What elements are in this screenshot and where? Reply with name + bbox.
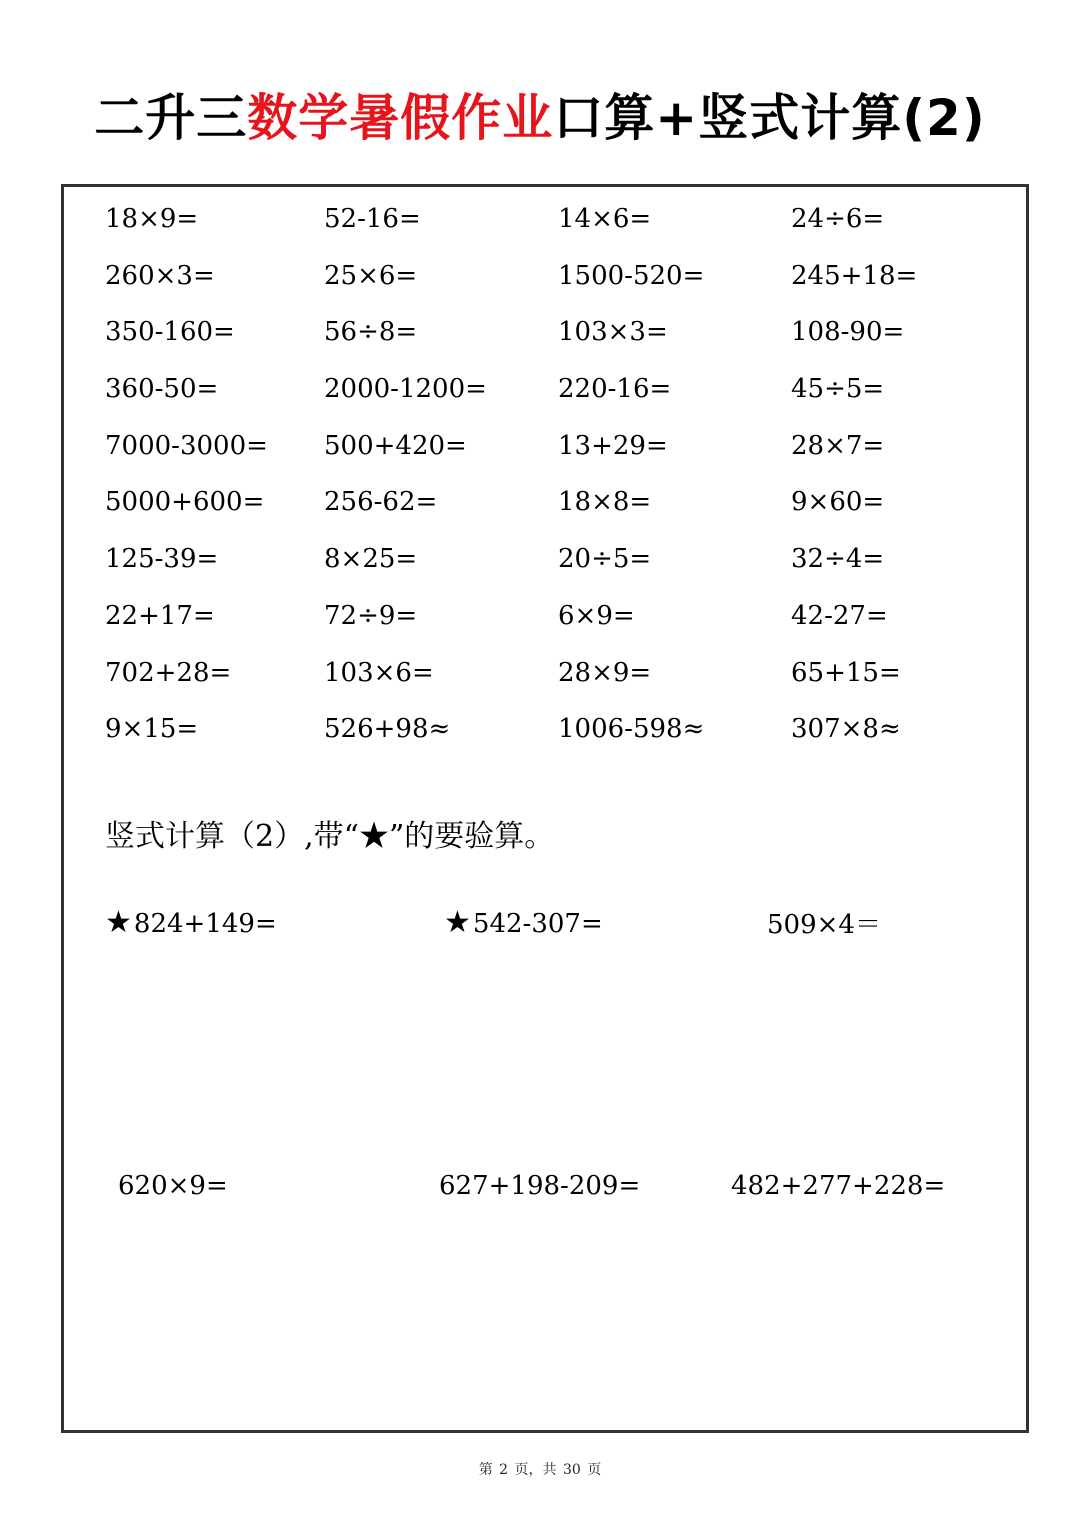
oral-row — [105, 258, 1005, 315]
oral-row — [105, 711, 1005, 768]
oral-row — [105, 428, 1005, 485]
oral-problem: 526+98≈ — [324, 714, 451, 745]
vertical-problem: 620×9= — [118, 1171, 228, 1201]
oral-problem: 18×8= — [558, 487, 652, 518]
oral-problem: 9×60= — [791, 487, 885, 518]
oral-problem: 14×6= — [558, 204, 652, 234]
oral-problem: 45÷5= — [791, 374, 885, 405]
oral-problem: 22+17= — [105, 600, 215, 631]
oral-problem: 307×8≈ — [791, 714, 901, 745]
oral-problem: 56÷8= — [324, 317, 418, 348]
oral-problem: 28×9= — [558, 657, 652, 688]
oral-problem: 500+420= — [324, 430, 467, 461]
star-icon: ★ — [105, 905, 132, 940]
oral-problem: 108-90= — [791, 317, 905, 348]
vertical-problem-starred — [105, 905, 277, 942]
page-title — [0, 86, 1080, 150]
oral-problem: 702+28= — [105, 657, 232, 688]
oral-row — [105, 201, 1005, 258]
title-topic: 口算+竖式计算(2) — [553, 89, 986, 147]
footer-suffix: 页 — [587, 1462, 602, 1478]
oral-problem: 245+18= — [791, 260, 918, 291]
oral-problem: 28×7= — [791, 430, 885, 461]
oral-problem: 8×25= — [324, 544, 418, 575]
oral-problem: 220-16= — [558, 374, 672, 405]
oral-calculation-grid — [105, 201, 1005, 768]
oral-row — [105, 541, 1005, 598]
oral-problem: 1500-520= — [558, 260, 705, 291]
oral-problem: 6×9= — [558, 600, 635, 631]
vertical-problem: 482+277+228= — [731, 1171, 946, 1201]
oral-problem: 1006-598≈ — [558, 714, 705, 745]
vertical-problem-text: 542-307= — [472, 909, 603, 939]
vertical-calc-heading: 竖式计算（2）,带“★”的要验算。 — [105, 819, 555, 854]
vertical-problem-starred — [444, 905, 603, 942]
oral-problem: 32÷4= — [791, 544, 885, 575]
oral-problem: 9×15= — [105, 714, 199, 745]
oral-problem: 125-39= — [105, 544, 219, 575]
oral-row — [105, 484, 1005, 541]
oral-problem: 13+29= — [558, 430, 668, 461]
vertical-problem-text: 824+149= — [133, 909, 277, 939]
oral-problem: 72÷9= — [324, 600, 418, 631]
star-icon: ★ — [444, 905, 471, 940]
oral-problem: 52-16= — [324, 204, 421, 234]
worksheet-frame — [61, 184, 1029, 1433]
oral-problem: 103×3= — [558, 317, 668, 348]
oral-problem: 5000+600= — [105, 487, 265, 518]
oral-problem: 103×6= — [324, 657, 434, 688]
oral-row — [105, 598, 1005, 655]
oral-problem: 256-62= — [324, 487, 438, 518]
title-highlight: 数学暑假作业 — [247, 89, 554, 147]
vertical-problem: 509×4＝ — [767, 910, 881, 940]
oral-problem: 2000-1200= — [324, 374, 487, 405]
oral-problem: 65+15= — [791, 657, 901, 688]
oral-problem: 25×6= — [324, 260, 418, 291]
oral-problem: 24÷6= — [791, 204, 885, 234]
oral-problem: 20÷5= — [558, 544, 652, 575]
oral-row — [105, 371, 1005, 428]
footer-page-number: 2 — [499, 1462, 509, 1478]
footer-middle: 页，共 — [514, 1462, 557, 1478]
oral-problem: 360-50= — [105, 374, 219, 405]
oral-problem: 260×3= — [105, 260, 215, 291]
oral-problem: 42-27= — [791, 600, 888, 631]
oral-row — [105, 655, 1005, 712]
oral-problem: 18×9= — [105, 204, 199, 234]
vertical-problem: 627+198-209= — [439, 1171, 641, 1201]
footer-total-pages: 30 — [563, 1462, 581, 1478]
oral-problem: 7000-3000= — [105, 430, 268, 461]
page-footer — [0, 1458, 1080, 1482]
footer-prefix: 第 — [478, 1462, 493, 1478]
oral-row — [105, 314, 1005, 371]
oral-problem: 350-160= — [105, 317, 235, 348]
title-grade: 二升三 — [94, 89, 248, 147]
